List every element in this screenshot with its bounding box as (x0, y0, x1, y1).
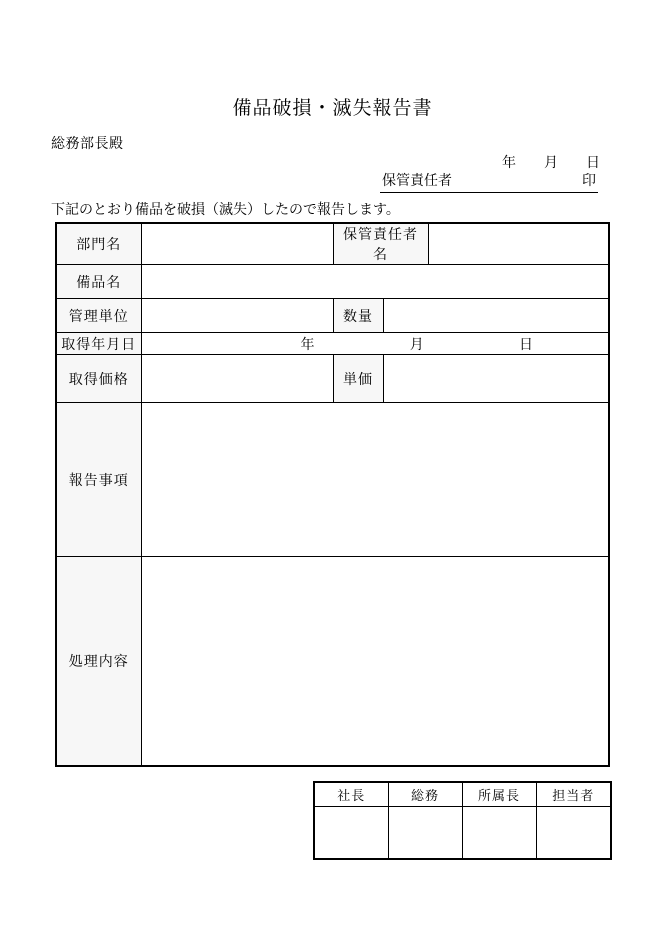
row-item-name (56, 265, 609, 299)
intro-text: 下記のとおり備品を破損（滅失）したので報告します。 (51, 201, 400, 217)
approval-header-row (314, 782, 611, 806)
action-details-value-cell[interactable] (141, 557, 609, 766)
action-details-label: 処理内容 (56, 557, 141, 766)
quantity-label: 数量 (333, 299, 383, 333)
acquired-year-label: 年 (300, 335, 315, 352)
keeper-label: 保管責任者 (382, 172, 452, 188)
approval-stamp-row (314, 806, 611, 859)
approval-stamp-cell-general-affairs[interactable] (388, 806, 462, 859)
page-title: 備品破損・滅失報告書 (232, 98, 433, 119)
approval-header-president: 社長 (314, 782, 388, 806)
recipient-line: 総務部長殿 (51, 135, 124, 151)
approval-stamp-cell-section-chief[interactable] (462, 806, 536, 859)
item-name-value-cell[interactable] (141, 265, 609, 299)
row-report-details (56, 403, 609, 557)
seal-label: 印 (582, 172, 596, 188)
unit-value-cell[interactable] (141, 299, 333, 333)
price-label: 取得価格 (56, 355, 141, 403)
unit-label: 管理単位 (56, 299, 141, 333)
approval-header-section-chief: 所属長 (462, 782, 536, 806)
item-name-label: 備品名 (56, 265, 141, 299)
acquired-date-spread (146, 334, 605, 354)
keeper-name-label: 保管責任者名 (333, 223, 428, 265)
price-value-cell[interactable] (141, 355, 333, 403)
approval-stamp-cell-person-in-charge[interactable] (536, 806, 611, 859)
keeper-signature-line[interactable] (380, 170, 598, 193)
approval-stamp-cell-president[interactable] (314, 806, 388, 859)
acquired-date-value-cell[interactable] (141, 333, 609, 355)
acquired-day-label: 日 (519, 335, 533, 352)
row-action-details (56, 557, 609, 766)
report-details-value-cell[interactable] (141, 403, 609, 557)
unit-price-value-cell[interactable] (383, 355, 609, 403)
date-line (502, 152, 600, 172)
approval-header-person-in-charge: 担当者 (536, 782, 611, 806)
report-form-table (55, 222, 610, 767)
department-label: 部門名 (56, 223, 141, 265)
date-year-label: 年 (502, 154, 516, 170)
report-details-label: 報告事項 (56, 403, 141, 557)
unit-price-label: 単価 (333, 355, 383, 403)
date-month-label: 月 (544, 154, 558, 170)
row-price (56, 355, 609, 403)
acquired-date-label: 取得年月日 (56, 333, 141, 355)
acquired-month-label: 月 (409, 335, 424, 352)
row-unit-quantity (56, 299, 609, 333)
row-department (56, 223, 609, 265)
approval-header-general-affairs: 総務 (388, 782, 462, 806)
keeper-name-value-cell[interactable] (428, 223, 609, 265)
approval-stamp-table (313, 781, 612, 860)
date-day-label: 日 (586, 154, 600, 170)
row-acquired-date (56, 333, 609, 355)
quantity-value-cell[interactable] (383, 299, 609, 333)
department-value-cell[interactable] (141, 223, 333, 265)
